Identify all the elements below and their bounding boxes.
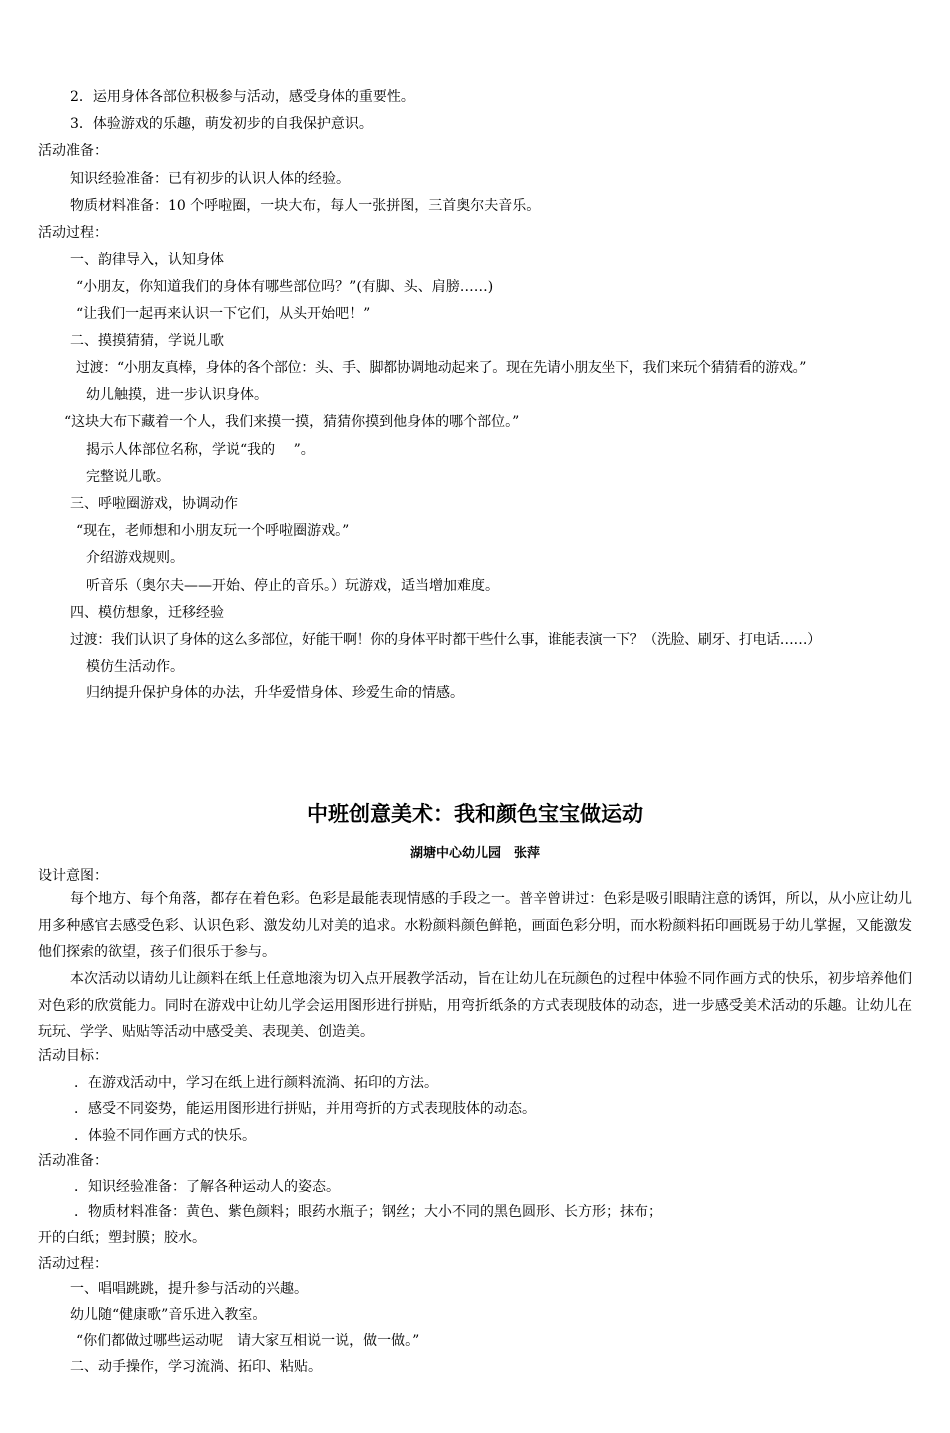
step-2-complete: 完整说儿歌。 [86, 469, 170, 485]
goal-heading: 活动目标： [38, 1048, 108, 1064]
step-4-summary: 归纳提升保护身体的办法，升华爱惜身体、珍爱生命的情感。 [86, 685, 464, 701]
step-1-question: “小朋友，你知道我们的身体有哪些部位吗？”(有脚、头、肩膀……) [76, 279, 494, 295]
process-step-1-enter: 幼儿随“健康歌”音乐进入教室。 [70, 1307, 267, 1323]
process-heading: 活动过程： [38, 225, 108, 241]
intent-paragraph-2: 本次活动以请幼儿让颜料在纸上任意地滚为切入点开展教学活动，旨在让幼儿在玩颜色的过程中体验不同作画方式的快乐，初步培养他们对色彩的欣赏能力。同时在游戏中让幼儿学会运用图形进行拼贴，用弯折纸条的方式表现肢体的动态，进一步感受美术活动的乐趣。让幼儿在玩玩、学学、贴贴等活动中感受美、表现美、创造美。 [38, 971, 912, 1040]
prep-heading-2: 活动准备： [38, 1153, 108, 1169]
objective-2: 2．运用身体各部位积极参与活动，感受身体的重要性。 [70, 89, 415, 105]
step-2-reveal: 揭示人体部位名称，学说“我的 ”。 [86, 442, 315, 458]
page-title: 中班创意美术：我和颜色宝宝做运动 [307, 802, 643, 826]
prep-knowledge: 知识经验准备：已有初步的认识人体的经验。 [70, 171, 350, 187]
process-heading-2: 活动过程： [38, 1256, 108, 1272]
step-2-title: 二、摸摸猜猜，学说儿歌 [70, 333, 224, 349]
process-step-1-quote: “你们都做过哪些运动呢 请大家互相说一说，做一做。” [76, 1333, 420, 1349]
step-4-transition: 过渡：我们认识了身体的这么多部位，好能干啊！你的身体平时都干些什么事，谁能表演一下？（洗脸、刷牙、打电话……） [70, 632, 821, 648]
goal-3: ．体验不同作画方式的快乐。 [74, 1128, 256, 1144]
process-step-1-title: 一、唱唱跳跳，提升参与活动的兴趣。 [70, 1281, 308, 1297]
prep-2-continued: 开的白纸；塑封膜；胶水。 [38, 1230, 206, 1246]
step-3-rules: 介绍游戏规则。 [86, 550, 184, 566]
step-2-quote: “这块大布下藏着一个人，我们来摸一摸，猜猜你摸到他身体的哪个部位。” [64, 414, 520, 430]
step-3-music: 听音乐（奥尔夫——开始、停止的音乐。）玩游戏，适当增加难度。 [86, 578, 499, 594]
step-1-title: 一、韵律导入，认知身体 [70, 252, 224, 268]
prep-2: ．物质材料准备：黄色、紫色颜料；眼药水瓶子；钢丝；大小不同的黑色圆形、长方形；抹布； [74, 1204, 662, 1220]
goal-2: ．感受不同姿势，能运用图形进行拼贴，并用弯折的方式表现肢体的动态。 [74, 1101, 536, 1117]
step-3-quote: “现在，老师想和小朋友玩一个呼啦圈游戏。” [76, 523, 350, 539]
step-1-question-2: “让我们一起再来认识一下它们，从头开始吧！” [76, 306, 371, 322]
objective-3: 3．体验游戏的乐趣，萌发初步的自我保护意识。 [70, 116, 373, 132]
step-2-touch: 幼儿触摸，进一步认识身体。 [86, 387, 268, 403]
step-3-title: 三、呼啦圈游戏，协调动作 [70, 496, 238, 512]
author-line: 湖塘中心幼儿园 张萍 [409, 846, 540, 861]
prep-1: ．知识经验准备：了解各种运动人的姿态。 [74, 1179, 340, 1195]
process-step-2-title: 二、动手操作，学习流淌、拓印、粘贴。 [70, 1359, 322, 1375]
step-2-transition: 过渡：“小朋友真棒，身体的各个部位：头、手、脚都协调地动起来了。现在先请小朋友坐下，我们来玩个猜猜看的游戏。” [76, 360, 807, 376]
intent-heading: 设计意图： [38, 868, 108, 884]
goal-1: ．在游戏活动中，学习在纸上进行颜料流淌、拓印的方法。 [74, 1075, 438, 1091]
step-4-title: 四、模仿想象，迁移经验 [70, 605, 224, 621]
step-4-imitate: 模仿生活动作。 [86, 659, 184, 675]
prep-material: 物质材料准备：10 个呼啦圈，一块大布，每人一张拼图，三首奥尔夫音乐。 [70, 198, 541, 214]
prep-heading: 活动准备： [38, 143, 108, 159]
intent-paragraph-1: 每个地方、每个角落，都存在着色彩。色彩是最能表现情感的手段之一。普辛曾讲过：色彩是吸引眼睛注意的诱饵，所以，从小应让幼儿用多种感官去感受色彩、认识色彩、激发幼儿对美的追求。水粉颜料颜色鲜艳，画面色彩分明，而水粉颜料拓印画既易于幼儿掌握，又能激发他们探索的欲望，孩子们很乐于参与。 [38, 891, 912, 960]
